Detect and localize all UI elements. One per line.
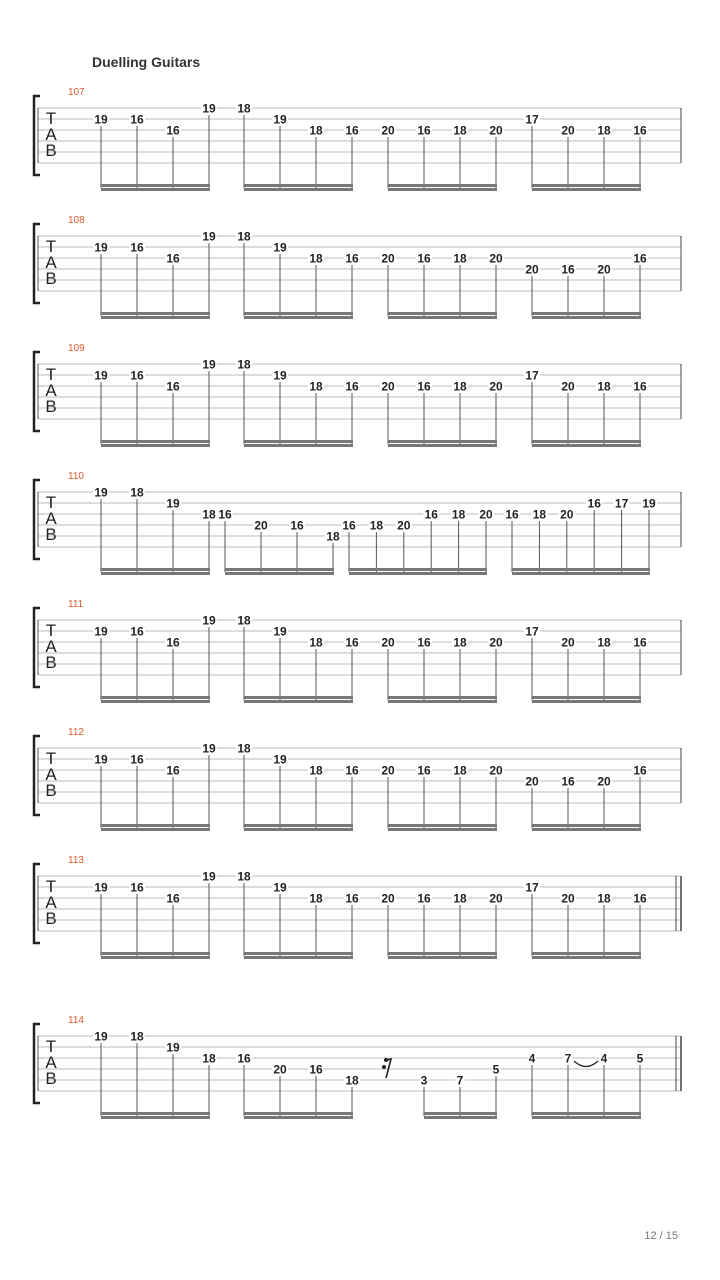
fret-number: 5 [636, 1051, 644, 1066]
fret-number: 20 [381, 123, 395, 138]
fret-number: 19 [273, 624, 287, 639]
song-title: Duelling Guitars [92, 54, 201, 70]
measure-number: 109 [68, 343, 85, 354]
fret-number: 18 [237, 357, 251, 372]
tab-clef-letter: B [45, 1069, 57, 1088]
measure-number: 112 [68, 727, 84, 738]
beam [532, 956, 641, 959]
fret-number: 16 [561, 774, 575, 789]
beam [388, 188, 497, 191]
fret-number: 20 [489, 763, 503, 778]
beam [388, 956, 497, 959]
fret-number: 20 [381, 251, 395, 266]
beam [512, 572, 650, 575]
measure-number: 113 [68, 855, 84, 866]
beam [244, 696, 353, 699]
measure-number: 110 [68, 471, 84, 482]
fret-number: 16 [218, 507, 232, 522]
beam [424, 1116, 497, 1119]
beam [532, 1116, 641, 1119]
fret-number: 16 [417, 635, 431, 650]
fret-number: 19 [273, 240, 287, 255]
fret-number: 18 [453, 763, 467, 778]
fret-number: 16 [130, 752, 144, 767]
fret-number: 18 [202, 507, 216, 522]
fret-number: 17 [614, 496, 629, 511]
fret-number: 19 [94, 240, 108, 255]
fret-number: 17 [525, 112, 539, 127]
fret-number: 3 [420, 1073, 428, 1088]
beam [244, 444, 353, 447]
fret-number: 18 [453, 123, 467, 138]
fret-number: 20 [597, 262, 611, 277]
fret-number: 16 [130, 624, 144, 639]
measure-number: 108 [68, 215, 85, 226]
fret-number: 20 [381, 891, 395, 906]
beam [101, 824, 210, 827]
beam [244, 1116, 353, 1119]
beam [244, 312, 353, 315]
beam [244, 184, 353, 187]
tab-clef-letter: B [45, 909, 57, 928]
tab-clef-letter: T [45, 621, 57, 640]
beam [532, 828, 641, 831]
fret-number: 18 [597, 891, 611, 906]
fret-number: 18 [451, 507, 466, 522]
tab-clef-letter: A [45, 381, 57, 400]
fret-number: 20 [479, 507, 493, 522]
fret-number: 16 [345, 123, 359, 138]
beam [225, 572, 334, 575]
fret-number: 7 [564, 1051, 572, 1066]
beam [244, 828, 353, 831]
fret-number: 4 [528, 1051, 536, 1066]
rest-dot [382, 1065, 386, 1069]
fret-number: 18 [309, 251, 323, 266]
beam [101, 696, 210, 699]
fret-number: 18 [345, 1073, 359, 1088]
fret-number: 18 [453, 251, 467, 266]
fret-number: 16 [417, 891, 431, 906]
fret-number: 19 [94, 880, 108, 895]
fret-number: 18 [597, 123, 611, 138]
fret-number: 19 [202, 357, 216, 372]
fret-number: 20 [489, 379, 503, 394]
beam [532, 700, 641, 703]
fret-number: 16 [130, 112, 144, 127]
fret-number: 16 [505, 507, 519, 522]
fret-number: 19 [202, 869, 216, 884]
fret-number: 16 [290, 518, 304, 533]
fret-number: 20 [397, 518, 411, 533]
beam [244, 956, 353, 959]
fret-number: 16 [166, 123, 180, 138]
fret-number: 16 [130, 880, 144, 895]
beam [388, 444, 497, 447]
fret-number: 18 [237, 613, 251, 628]
beam [532, 1112, 641, 1115]
fret-number: 16 [633, 379, 647, 394]
fret-number: 16 [633, 251, 647, 266]
fret-number: 16 [417, 379, 431, 394]
tab-clef-letter: A [45, 509, 57, 528]
fret-number: 19 [94, 112, 108, 127]
measure-number: 107 [68, 87, 85, 98]
tab-clef-letter: A [45, 125, 57, 144]
fret-number: 4 [600, 1051, 608, 1066]
beam [424, 1112, 497, 1115]
beam [101, 444, 210, 447]
tab-clef-letter: B [45, 397, 57, 416]
fret-number: 18 [453, 891, 467, 906]
fret-number: 16 [166, 251, 180, 266]
fret-number: 19 [94, 485, 108, 500]
fret-number: 16 [345, 251, 359, 266]
beam [101, 568, 210, 571]
fret-number: 20 [525, 262, 539, 277]
fret-number: 18 [532, 507, 547, 522]
fret-number: 19 [166, 1040, 180, 1055]
fret-number: 16 [345, 763, 359, 778]
fret-number: 20 [561, 123, 575, 138]
fret-number: 18 [237, 229, 251, 244]
beam [532, 312, 641, 315]
fret-number: 16 [345, 379, 359, 394]
fret-number: 16 [633, 635, 647, 650]
fret-number: 20 [489, 123, 503, 138]
beam [388, 952, 497, 955]
tab-clef-letter: A [45, 765, 57, 784]
page-number: 12 / 15 [644, 1230, 678, 1242]
tab-clef-letter: B [45, 269, 57, 288]
beam [101, 316, 210, 319]
fret-number: 20 [489, 891, 503, 906]
tab-clef-letter: A [45, 637, 57, 656]
fret-number: 16 [587, 496, 601, 511]
beam [532, 696, 641, 699]
beam [101, 312, 210, 315]
beam [532, 444, 641, 447]
fret-number: 20 [381, 635, 395, 650]
fret-number: 18 [309, 379, 323, 394]
beam [244, 188, 353, 191]
tab-clef-letter: T [45, 877, 57, 896]
beam [101, 828, 210, 831]
fret-number: 17 [525, 624, 539, 639]
fret-number: 19 [273, 752, 287, 767]
fret-number: 18 [597, 379, 611, 394]
tab-clef-letter: B [45, 781, 57, 800]
beam [244, 824, 353, 827]
fret-number: 20 [381, 763, 395, 778]
fret-number: 16 [561, 262, 575, 277]
fret-number: 19 [642, 496, 656, 511]
fret-number: 19 [273, 368, 287, 383]
fret-number: 16 [166, 379, 180, 394]
fret-number: 18 [202, 1051, 216, 1066]
beam [101, 1112, 210, 1115]
fret-number: 20 [525, 774, 539, 789]
beam [244, 1112, 353, 1115]
fret-number: 5 [492, 1062, 500, 1077]
beam [388, 700, 497, 703]
fret-number: 18 [237, 869, 251, 884]
beam [388, 696, 497, 699]
fret-number: 18 [130, 485, 144, 500]
fret-number: 16 [417, 123, 431, 138]
beam [101, 184, 210, 187]
fret-number: 19 [202, 101, 216, 116]
fret-number: 19 [94, 752, 108, 767]
fret-number: 16 [633, 763, 647, 778]
tab-clef-letter: T [45, 109, 57, 128]
fret-number: 20 [597, 774, 611, 789]
fret-number: 18 [309, 891, 323, 906]
fret-number: 16 [130, 368, 144, 383]
beam [388, 824, 497, 827]
fret-number: 19 [202, 229, 216, 244]
fret-number: 17 [525, 368, 539, 383]
fret-number: 20 [254, 518, 268, 533]
fret-number: 20 [560, 507, 574, 522]
beam [388, 440, 497, 443]
fret-number: 16 [633, 891, 647, 906]
fret-number: 20 [489, 251, 503, 266]
beam [244, 700, 353, 703]
fret-number: 18 [130, 1029, 144, 1044]
tab-clef-letter: T [45, 237, 57, 256]
fret-number: 18 [309, 123, 323, 138]
fret-number: 18 [309, 763, 323, 778]
fret-number: 16 [633, 123, 647, 138]
measure-number: 114 [68, 1015, 84, 1026]
beam [512, 568, 650, 571]
fret-number: 19 [94, 368, 108, 383]
beam [532, 188, 641, 191]
fret-number: 16 [417, 251, 431, 266]
fret-number: 18 [326, 529, 340, 544]
fret-number: 17 [525, 880, 539, 895]
fret-number: 16 [166, 635, 180, 650]
fret-number: 18 [309, 635, 323, 650]
tab-clef-letter: A [45, 1053, 57, 1072]
beam [532, 184, 641, 187]
tab-clef-letter: A [45, 893, 57, 912]
fret-number: 19 [166, 496, 180, 511]
beam [532, 952, 641, 955]
fret-number: 7 [456, 1073, 464, 1088]
beam [388, 184, 497, 187]
tab-clef-letter: B [45, 525, 57, 544]
beam [532, 316, 641, 319]
beam [244, 952, 353, 955]
beam [101, 700, 210, 703]
fret-number: 20 [561, 891, 575, 906]
fret-number: 20 [381, 379, 395, 394]
fret-number: 18 [369, 518, 384, 533]
fret-number: 16 [424, 507, 438, 522]
beam [388, 312, 497, 315]
fret-number: 19 [202, 741, 216, 756]
fret-number: 16 [345, 891, 359, 906]
beam [532, 824, 641, 827]
fret-number: 19 [202, 613, 216, 628]
fret-number: 19 [273, 880, 287, 895]
fret-number: 19 [94, 624, 108, 639]
beam [244, 440, 353, 443]
beam [225, 568, 334, 571]
fret-number: 18 [237, 101, 251, 116]
beam [101, 952, 210, 955]
fret-number: 20 [561, 379, 575, 394]
slur-arc [574, 1061, 598, 1067]
beam [101, 440, 210, 443]
beam [388, 828, 497, 831]
fret-number: 16 [309, 1062, 323, 1077]
tab-clef-letter: A [45, 253, 57, 272]
beam [101, 572, 210, 575]
beam [101, 1116, 210, 1119]
fret-number: 18 [453, 379, 467, 394]
fret-number: 16 [342, 518, 356, 533]
measure-number: 111 [68, 599, 84, 610]
tab-clef-letter: B [45, 653, 57, 672]
fret-number: 20 [561, 635, 575, 650]
fret-number: 20 [489, 635, 503, 650]
fret-number: 16 [130, 240, 144, 255]
tab-clef-letter: T [45, 1037, 57, 1056]
tab-clef-letter: T [45, 749, 57, 768]
beam [388, 316, 497, 319]
tab-clef-letter: B [45, 141, 57, 160]
tab-clef-letter: T [45, 493, 57, 512]
fret-number: 16 [237, 1051, 251, 1066]
beam [101, 956, 210, 959]
fret-number: 19 [273, 112, 287, 127]
fret-number: 20 [273, 1062, 287, 1077]
fret-number: 16 [166, 763, 180, 778]
fret-number: 19 [94, 1029, 108, 1044]
beam [101, 188, 210, 191]
beam [244, 316, 353, 319]
beam [349, 568, 487, 571]
fret-number: 16 [417, 763, 431, 778]
tab-clef-letter: T [45, 365, 57, 384]
fret-number: 16 [345, 635, 359, 650]
fret-number: 18 [237, 741, 251, 756]
beam [532, 440, 641, 443]
fret-number: 16 [166, 891, 180, 906]
fret-number: 18 [453, 635, 467, 650]
fret-number: 18 [597, 635, 611, 650]
beam [349, 572, 487, 575]
